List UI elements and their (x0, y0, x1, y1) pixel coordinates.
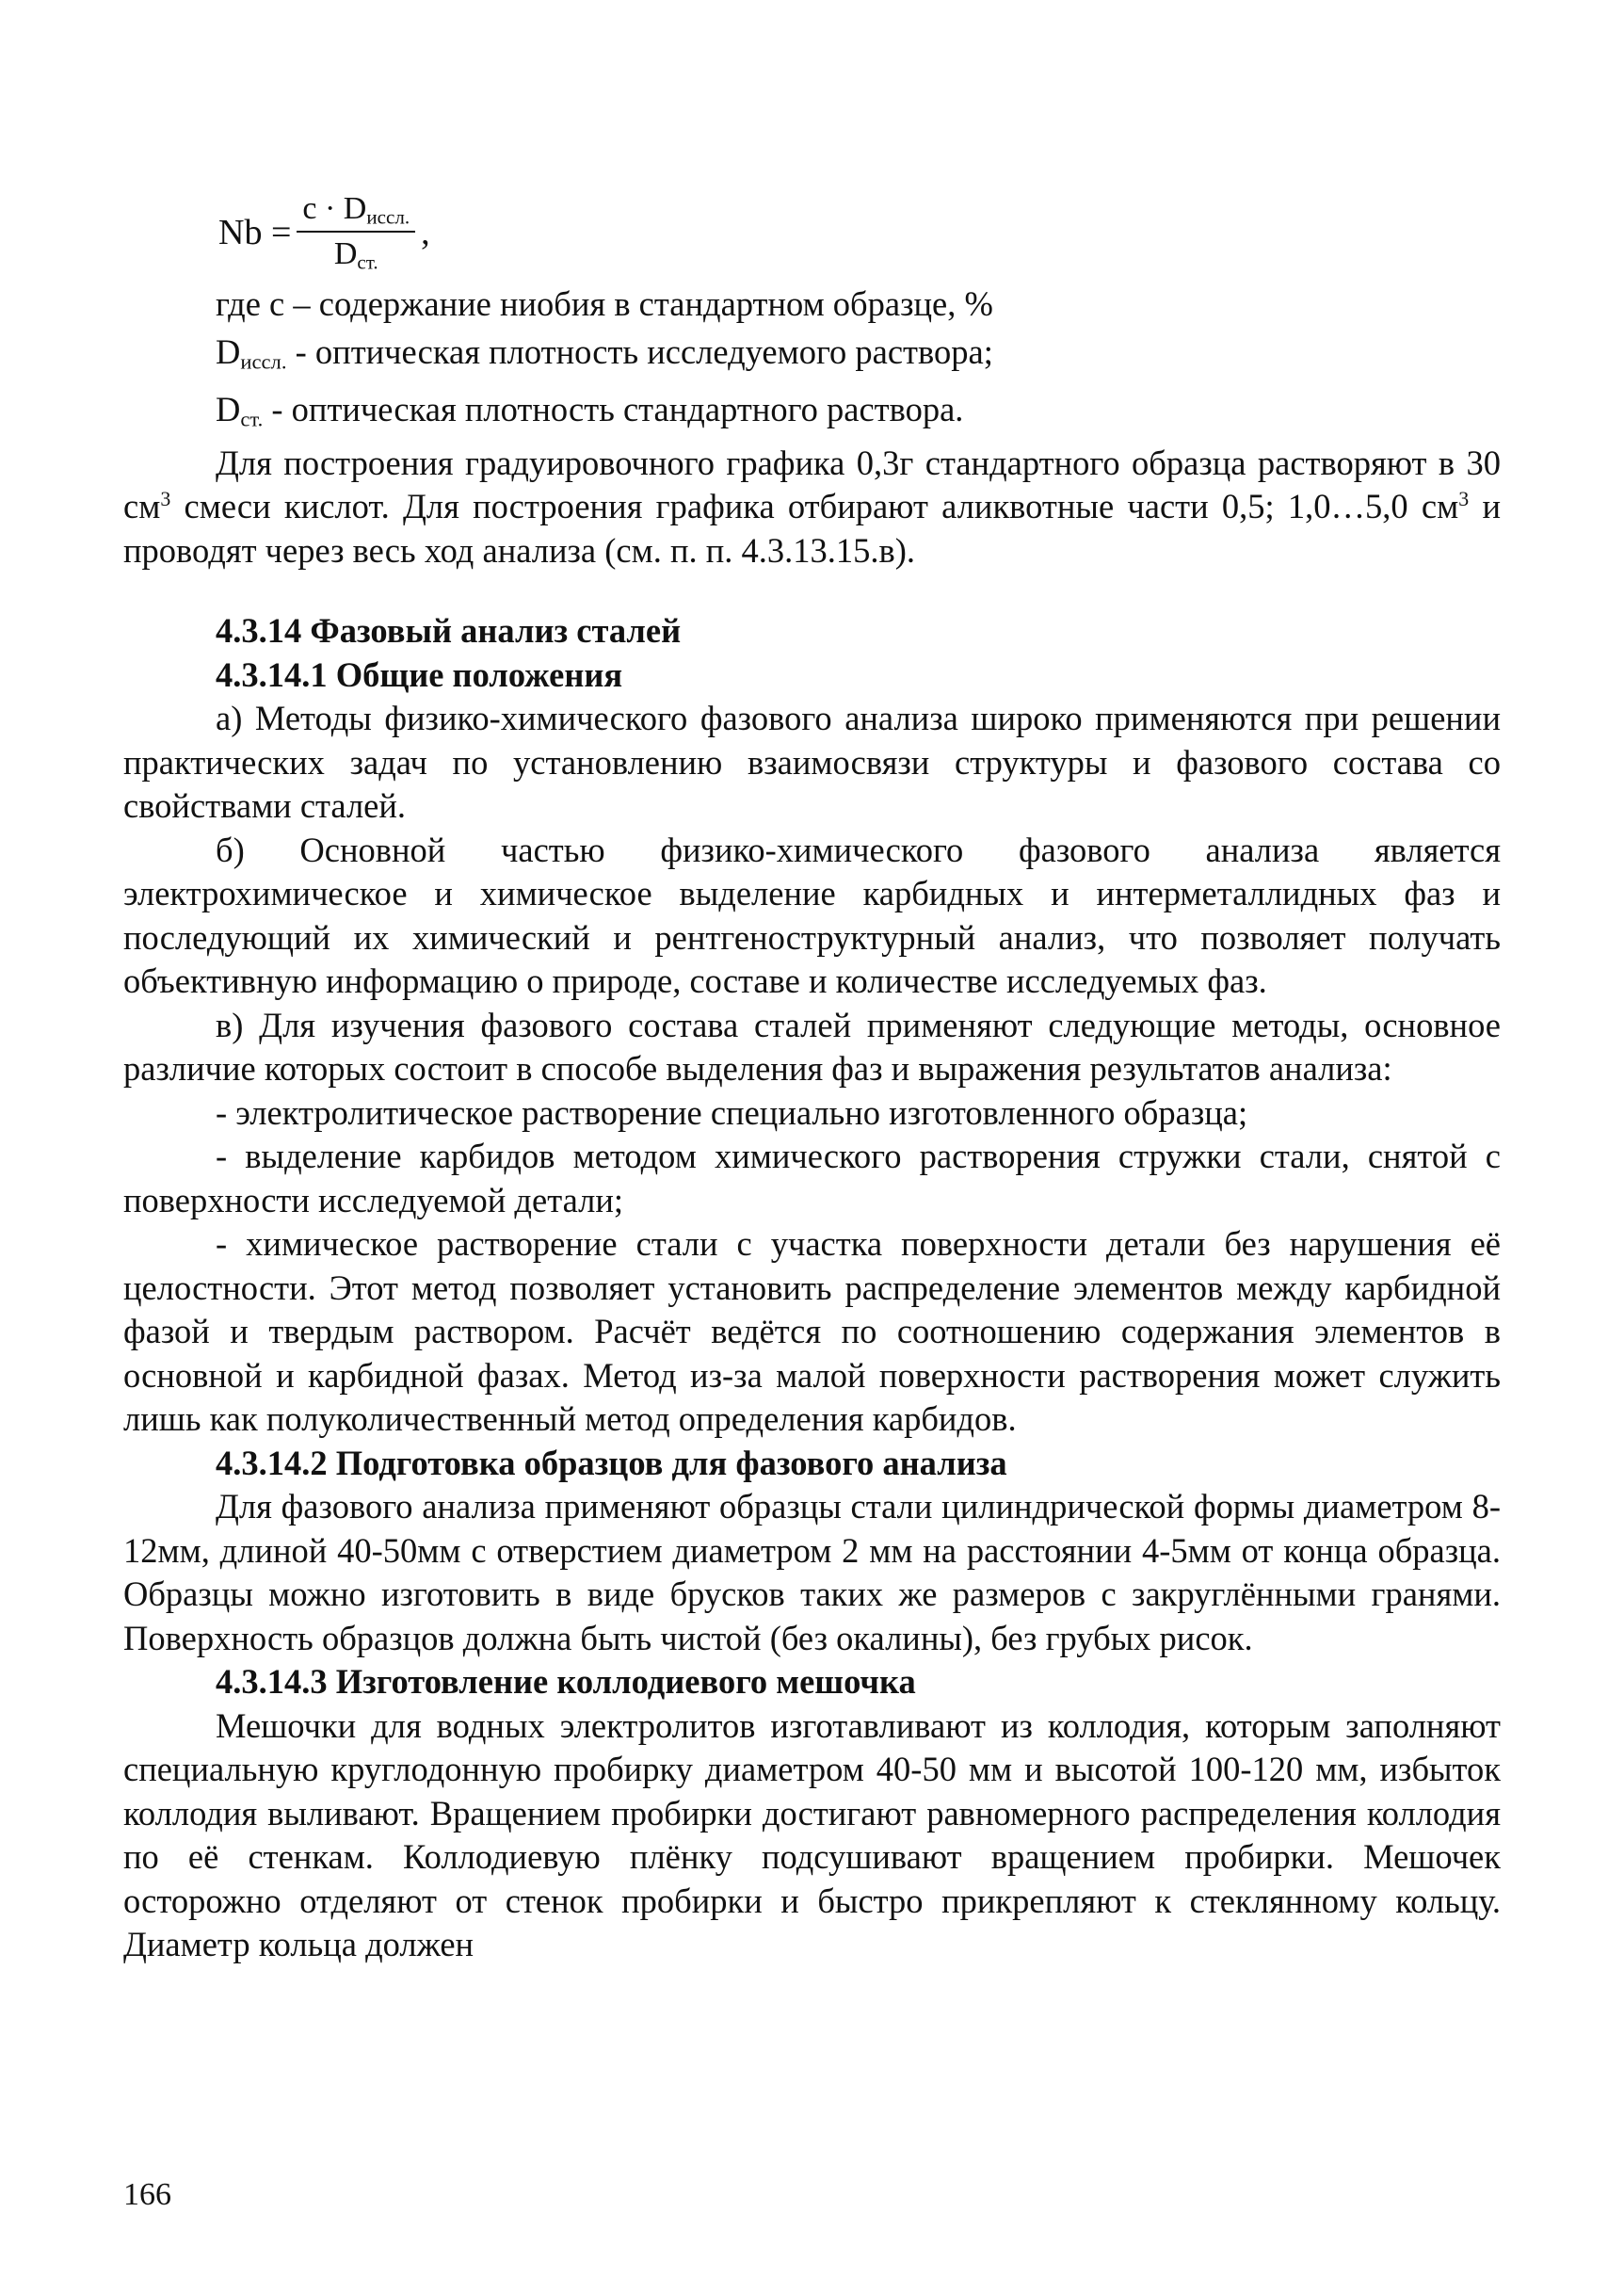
main-text-block (123, 609, 1501, 1967)
formula-numerator: $c \cdot D_{иссл.}$ (297, 193, 415, 233)
paragraph-b: б) Основной частью физико-химического фазового анализа является электрохимическое и химическое выделение карбидных и интерметаллидных фаз и последующий их химический и рентгеноструктурный анализ, что позволяет получать объективную информацию о природе, составе и количестве исследуемых фаз. (123, 830, 1501, 1000)
paragraph-v: в) Для изучения фазового состава сталей применяют следующие методы, основное различие которых состоит в способе выделения фаз и выражения результатов анализа: (123, 1005, 1501, 1088)
definitions-block (123, 283, 1501, 573)
list-item-1: - электролитическое растворение специально изготовленного образца; (216, 1092, 1248, 1132)
definition-c: где c – содержание ниобия в стандартном образце, % (216, 284, 993, 323)
formula-tail: , (421, 213, 430, 253)
definition-d-st: $D_{ст.}$ - оптическая плотность стандартного раствора. (216, 389, 964, 431)
formula-denominator: $D_{ст.}$ (333, 236, 378, 274)
list-item-2: - выделение карбидов методом химического растворения стружки стали, снятой с поверхности исследуемой детали; (123, 1137, 1501, 1219)
formula-lhs: Nb = (218, 213, 292, 253)
heading-4-3-14-2: 4.3.14.2 Подготовка образцов для фазового анализа (216, 1443, 1007, 1482)
definition-d-issl: $D_{иссл.}$ - оптическая плотность исследуемого раствора; (216, 331, 993, 374)
formula-fraction (297, 193, 415, 273)
paragraph-collodion-bag: Мешочки для водных электролитов изготавливают из коллодия, которым заполняют специальную круглодонную пробирку диаметром 40-50 мм и высотой 100-120 мм, избыток коллодия выливают. Вращением пробирки достигают равномерного распределения коллодия по её стенкам. Коллодиевую плёнку подсушивают вращением пробирки. Мешочек осторожно отделяют от стенок пробирки и быстро прикрепляют к стеклянному кольцу. Диаметр кольца должен (123, 1705, 1501, 1963)
page-number: 166 (123, 2177, 171, 2212)
niobium-formula (218, 193, 430, 273)
heading-4-3-14-1: 4.3.14.1 Общие положения (216, 654, 623, 694)
paragraph-sample-prep: Для фазового анализа применяют образцы стали цилиндрической формы диаметром 8-12мм, длиной 40-50мм с отверстием диаметром 2 мм на расстоянии 4-5мм от конца образца. Образцы можно изготовить в виде брусков таких же размеров с закруглёнными гранями. Поверхность образцов должна быть чистой (без окалины), без грубых рисок. (123, 1487, 1501, 1657)
paragraph-a: а) Методы физико-химического фазового анализа широко применяются при решении практических задач по установлению взаимосвязи структуры и фазового состава со свойствами сталей. (123, 699, 1501, 825)
paragraph-calibration: Для построения градуировочного графика 0,3г стандартного образца растворяют в 30 $см^3$ смеси кислот. Для построения графика отбирают аликвотные части 0,5; 1,0…5,0 $см^3$ и проводят через весь ход анализа (см. п. п. 4.3.13.15.в). (123, 443, 1501, 570)
list-item-3: - химическое растворение стали с участка поверхности детали без нарушения её целостности. Этот метод позволяет установить распределение элементов между карбидной фазой и твердым раствором. Расчёт ведётся по соотношению содержания элементов в основной и карбидной фазах. Метод из-за малой поверхности растворения может служить лишь как полуколичественный метод определения карбидов. (123, 1224, 1501, 1438)
heading-4-3-14-3: 4.3.14.3 Изготовление коллодиевого мешочка (216, 1662, 916, 1701)
heading-4-3-14: 4.3.14 Фазовый анализ сталей (216, 611, 682, 650)
